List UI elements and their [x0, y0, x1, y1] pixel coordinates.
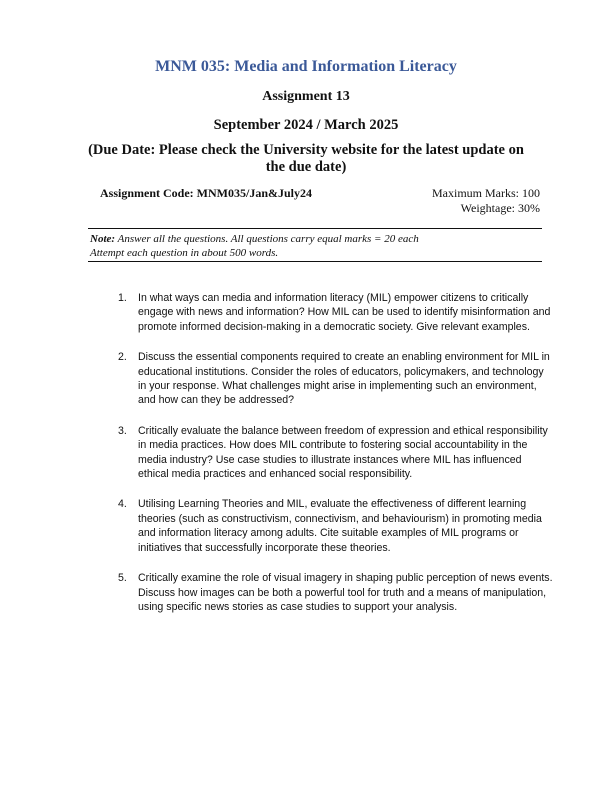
note-line-1: Answer all the questions. All questions carry equal marks = 20 each [117, 233, 419, 245]
question-number: 4. [118, 498, 127, 511]
course-title: MNM 035: Media and Information Literacy [155, 58, 457, 75]
assignment-code: Assignment Code: MNM035/Jan&July24 [100, 186, 312, 200]
question-text: Discuss the essential components required to create an enabling environment for MIL in educational institutions. Consider the roles of educators, policymakers, and technology in your response. What challenges might arise in implementing such an environment, and how can they be addressed? [138, 351, 550, 407]
divider-bottom [88, 261, 542, 262]
assignment-number: Assignment 13 [262, 89, 350, 104]
question-number: 2. [118, 351, 127, 364]
marks-block [432, 186, 540, 216]
question-text: In what ways can media and information literacy (MIL) empower citizens to critically engage with news and information? How MIL can be used to identify misinformation and promote informed decision-making in a democratic society. Give relevant examples. [138, 292, 551, 333]
question-text: Utilising Learning Theories and MIL, evaluate the effectiveness of different learning theories (such as constructivism, connectivism, and behaviourism) in promoting media and information literacy among adults. Cite suitable examples of MIL programs or initiatives that successfully incorporate these theories. [138, 498, 542, 554]
question-item [114, 571, 554, 614]
question-item [114, 291, 554, 334]
session-dates: September 2024 / March 2025 [213, 117, 399, 133]
divider-top [88, 228, 542, 229]
question-item [114, 350, 554, 408]
weightage: Weightage: 30% [460, 201, 540, 215]
question-number: 1. [118, 292, 127, 304]
question-number: 3. [118, 424, 127, 437]
question-list [114, 291, 554, 630]
question-item [114, 497, 554, 555]
note-line-2: Attempt each question in about 500 words. [90, 247, 279, 259]
instructions-note [90, 232, 540, 260]
question-text: Critically evaluate the balance between freedom of expression and ethical responsibility in media practices. How does MIL contribute to fostering social accountability in the media industry? Use case studies to illustrate instances where MIL has influenced ethical media practices and enhanced social responsibility. [138, 424, 548, 481]
maximum-marks: Maximum Marks: 100 [432, 186, 540, 200]
question-item [114, 424, 554, 482]
question-number: 5. [118, 572, 127, 585]
note-label: Note: [90, 233, 116, 245]
question-text: Critically examine the role of visual imagery in shaping public perception of news events. Discuss how images can be both a powerful tool for truth and a means of manipulation, using specific news stories as case studies to support your analysis. [138, 572, 553, 613]
due-date-notice: (Due Date: Please check the University website for the latest update on the due date) [88, 142, 524, 175]
